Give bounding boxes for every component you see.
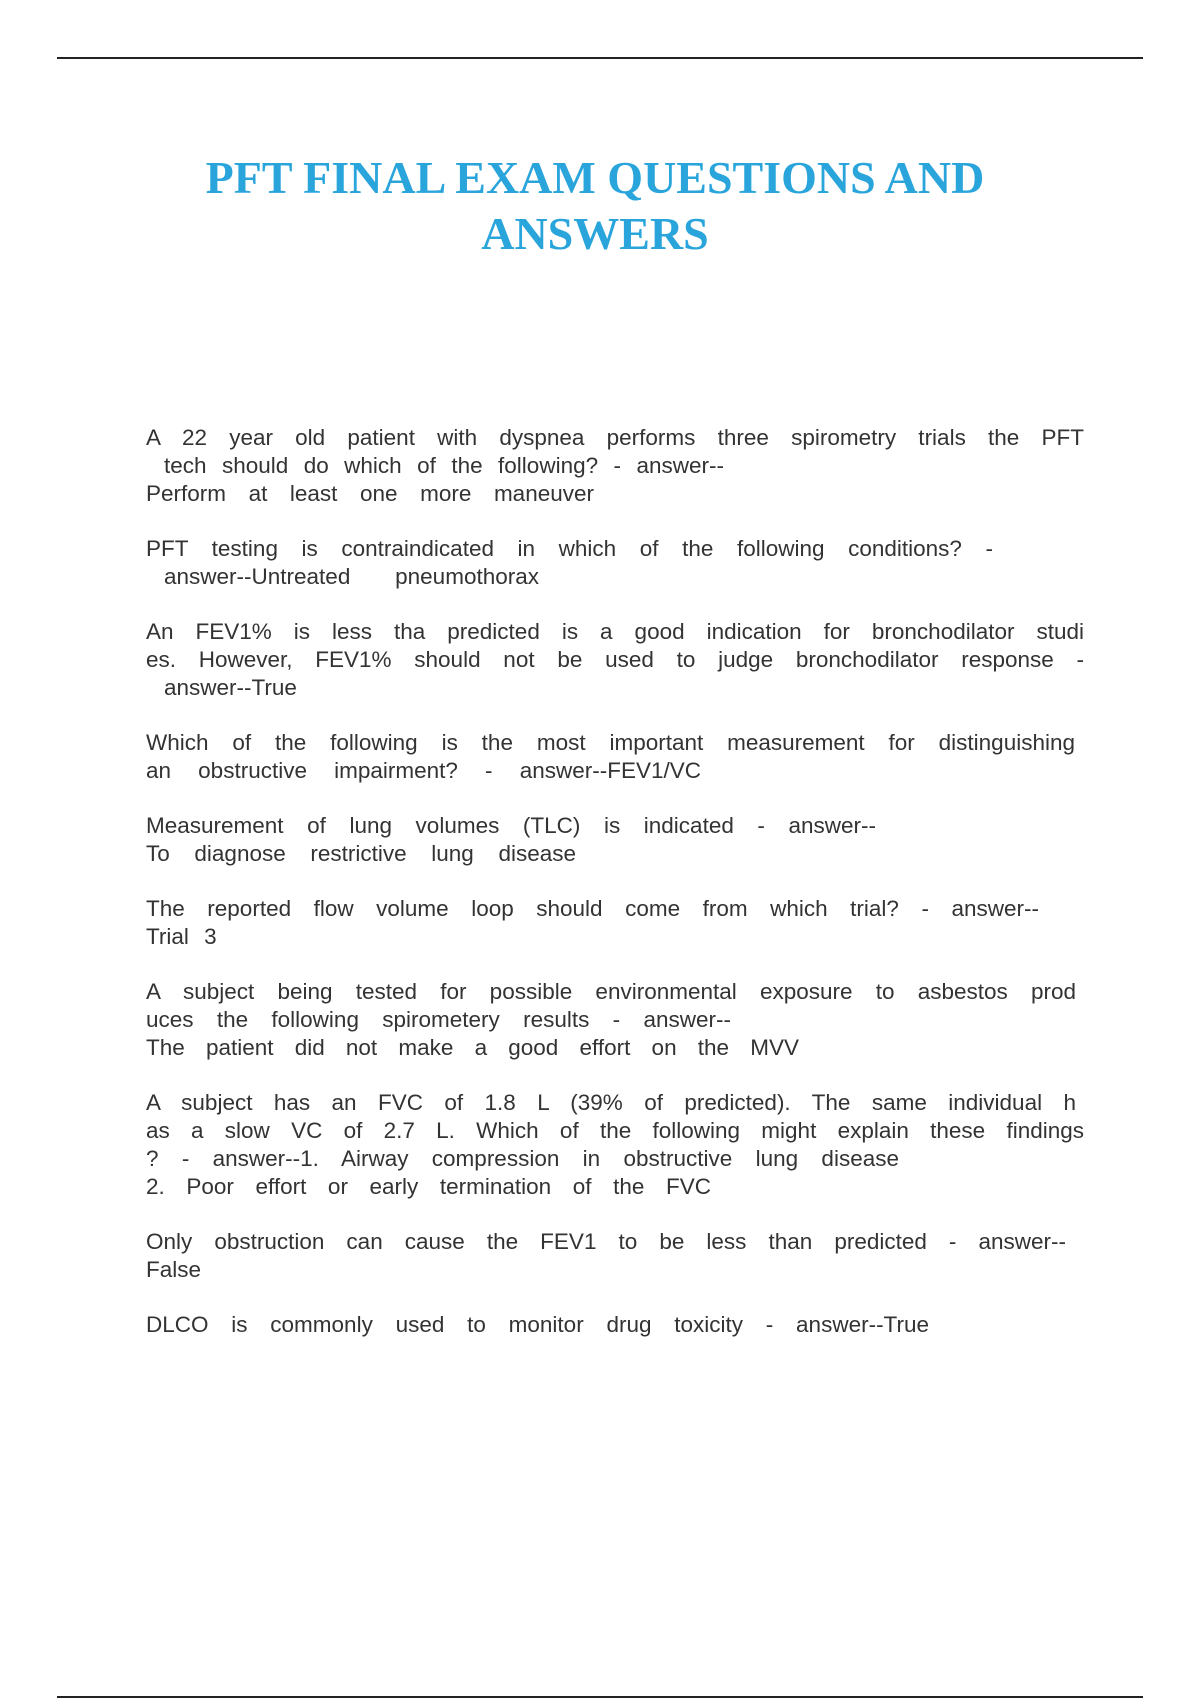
page-title-line-1: PFT FINAL EXAM QUESTIONS AND	[205, 152, 985, 203]
question-line: DLCO is commonly used to monitor drug toxicity - answer--True	[146, 1312, 929, 1337]
question-line: A 22 year old patient with dyspnea performs three spirometry trials the PFT	[146, 425, 1084, 450]
question-line: tech should do which of the following? - answer--	[164, 453, 724, 478]
answer-line: answer--True	[164, 675, 297, 700]
answer-line: ? - answer--1. Airway compression in obstructive lung disease	[146, 1146, 899, 1171]
question-line: es. However, FEV1% should not be used to judge bronchodilator response -	[146, 647, 1084, 672]
answer-line: The patient did not make a good effort on the MVV	[146, 1035, 799, 1060]
question-item	[146, 1311, 1084, 1339]
question-line: uces the following spirometery results - answer--	[146, 1007, 731, 1032]
question-line: An FEV1% is less tha predicted is a good indication for bronchodilator studi	[146, 619, 1084, 644]
question-item	[146, 618, 1084, 702]
question-item	[146, 1089, 1084, 1201]
page-title-line-2: ANSWERS	[481, 208, 709, 259]
answer-line: an obstructive impairment? - answer--FEV1/VC	[146, 758, 701, 783]
answer-line: 2. Poor effort or early termination of the FVC	[146, 1174, 711, 1199]
question-line: as a slow VC of 2.7 L. Which of the following might explain these findings	[146, 1118, 1084, 1143]
answer-line: Trial 3	[146, 924, 217, 949]
question-item	[146, 812, 1084, 868]
answer-line: To diagnose restrictive lung disease	[146, 841, 576, 866]
question-line: A subject being tested for possible environmental exposure to asbestos prod	[146, 979, 1076, 1004]
answer-line: False	[146, 1257, 202, 1282]
question-item	[146, 424, 1084, 508]
question-item	[146, 1228, 1084, 1284]
bottom-rule	[57, 1696, 1143, 1698]
answer-line: Perform at least one more maneuver	[146, 481, 594, 506]
top-rule	[57, 57, 1143, 59]
question-item	[146, 535, 1084, 591]
question-line: Only obstruction can cause the FEV1 to be less than predicted - answer--	[146, 1229, 1066, 1254]
question-item	[146, 729, 1084, 785]
answer-line: answer--Untreated pneumothorax	[164, 564, 539, 589]
question-line: Which of the following is the most important measurement for distinguishing	[146, 730, 1075, 755]
question-item	[146, 978, 1084, 1062]
question-line: A subject has an FVC of 1.8 L (39% of predicted). The same individual h	[146, 1090, 1076, 1115]
question-line: PFT testing is contraindicated in which of the following conditions? -	[146, 536, 993, 561]
question-list	[146, 424, 1084, 1366]
question-line: Measurement of lung volumes (TLC) is indicated - answer--	[146, 813, 876, 838]
page-title	[160, 150, 1030, 262]
question-line: The reported flow volume loop should come from which trial? - answer--	[146, 896, 1039, 921]
question-item	[146, 895, 1084, 951]
